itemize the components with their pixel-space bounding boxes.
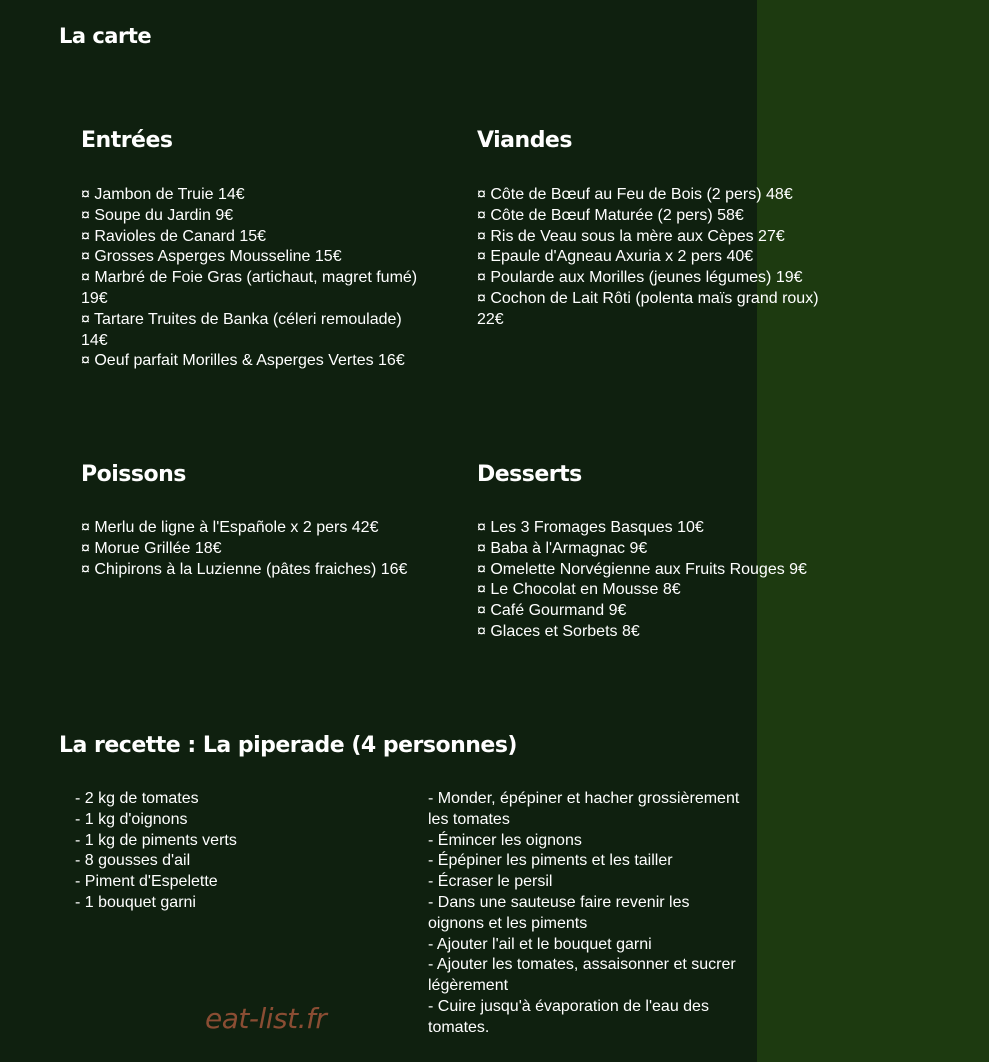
list-item: ¤ Poularde aux Morilles (jeunes légumes) 19€ xyxy=(477,269,803,287)
list-item: - 1 kg de piments verts xyxy=(75,831,237,849)
list-item: ¤ Ris de Veau sous la mère aux Cèpes 27€ xyxy=(477,227,785,245)
list-item: ¤ Marbré de Foie Gras (artichaut, magret fumé) 19€ xyxy=(81,269,418,307)
list-item: ¤ Tartare Truites de Banka (céleri remoulade) 14€ xyxy=(81,310,402,349)
list-item: ¤ Epaule d'Agneau Axuria x 2 pers 40€ xyxy=(477,248,754,266)
list-item: - 2 kg de tomates xyxy=(75,790,199,807)
recipe-title: La recette : La piperade (4 personnes) xyxy=(59,733,517,758)
list-item: ¤ Côte de Bœuf Maturée (2 pers) 58€ xyxy=(477,206,744,224)
list-item: ¤ Chipirons à la Luzienne (pâtes fraiches) 16€ xyxy=(81,560,408,578)
list-item: ¤ Glaces et Sorbets 8€ xyxy=(477,622,640,640)
list-item: - 8 gousses d'ail xyxy=(75,852,191,870)
list-item: ¤ Omelette Norvégienne aux Fruits Rouges 9€ xyxy=(477,560,807,578)
list-item: - 1 bouquet garni xyxy=(75,893,196,911)
list-item: ¤ Baba à l'Armagnac 9€ xyxy=(477,539,648,557)
list-item: - Ajouter les tomates, assaisonner et sucrer légèrement xyxy=(428,956,736,995)
section-title-desserts: Desserts xyxy=(477,462,582,487)
section-title-viandes: Viandes xyxy=(477,128,572,153)
list-item: - Monder, épépiner et hacher grossièrement les tomates xyxy=(428,790,740,828)
list-item: - 1 kg d'oignons xyxy=(75,810,188,828)
section-title-poissons: Poissons xyxy=(81,462,186,487)
list-item: - Émincer les oignons xyxy=(428,831,582,849)
list-item: - Écraser le persil xyxy=(428,873,553,891)
list-item: ¤ Merlu de ligne à l'Españole x 2 pers 42€ xyxy=(81,519,379,536)
list-item: ¤ Jambon de Truie 14€ xyxy=(81,186,245,203)
page-title: La carte xyxy=(59,24,152,48)
recipe-steps xyxy=(428,789,740,1039)
list-item: ¤ Morue Grillée 18€ xyxy=(81,539,222,557)
list-item: - Cuire jusqu'à évaporation de l'eau des tomates. xyxy=(428,997,709,1036)
list-item: ¤ Soupe du Jardin 9€ xyxy=(81,206,234,224)
watermark: eat-list.fr xyxy=(205,1002,327,1035)
list-item: - Dans une sauteuse faire revenir les oignons et les piments xyxy=(428,893,690,932)
list-item: ¤ Oeuf parfait Morilles & Asperges Vertes 16€ xyxy=(81,352,405,370)
list-item: - Piment d'Espelette xyxy=(75,873,218,891)
desserts-list xyxy=(477,518,829,643)
list-item: - Ajouter l'ail et le bouquet garni xyxy=(428,935,652,953)
entrees-list xyxy=(81,185,426,372)
poissons-list xyxy=(81,518,426,580)
list-item: ¤ Côte de Bœuf au Feu de Bois (2 pers) 48€ xyxy=(477,186,793,203)
list-item: ¤ Ravioles de Canard 15€ xyxy=(81,227,267,245)
list-item: - Épépiner les piments et les tailler xyxy=(428,852,673,870)
viandes-list xyxy=(477,185,829,331)
list-item: ¤ Cochon de Lait Rôti (polenta maïs grand roux) 22€ xyxy=(477,289,819,328)
section-title-entrees: Entrées xyxy=(81,128,173,153)
list-item: ¤ Grosses Asperges Mousseline 15€ xyxy=(81,248,342,266)
list-item: ¤ Les 3 Fromages Basques 10€ xyxy=(477,519,704,536)
list-item: ¤ Le Chocolat en Mousse 8€ xyxy=(477,581,681,599)
recipe-ingredients xyxy=(75,789,395,914)
list-item: ¤ Café Gourmand 9€ xyxy=(477,602,627,620)
